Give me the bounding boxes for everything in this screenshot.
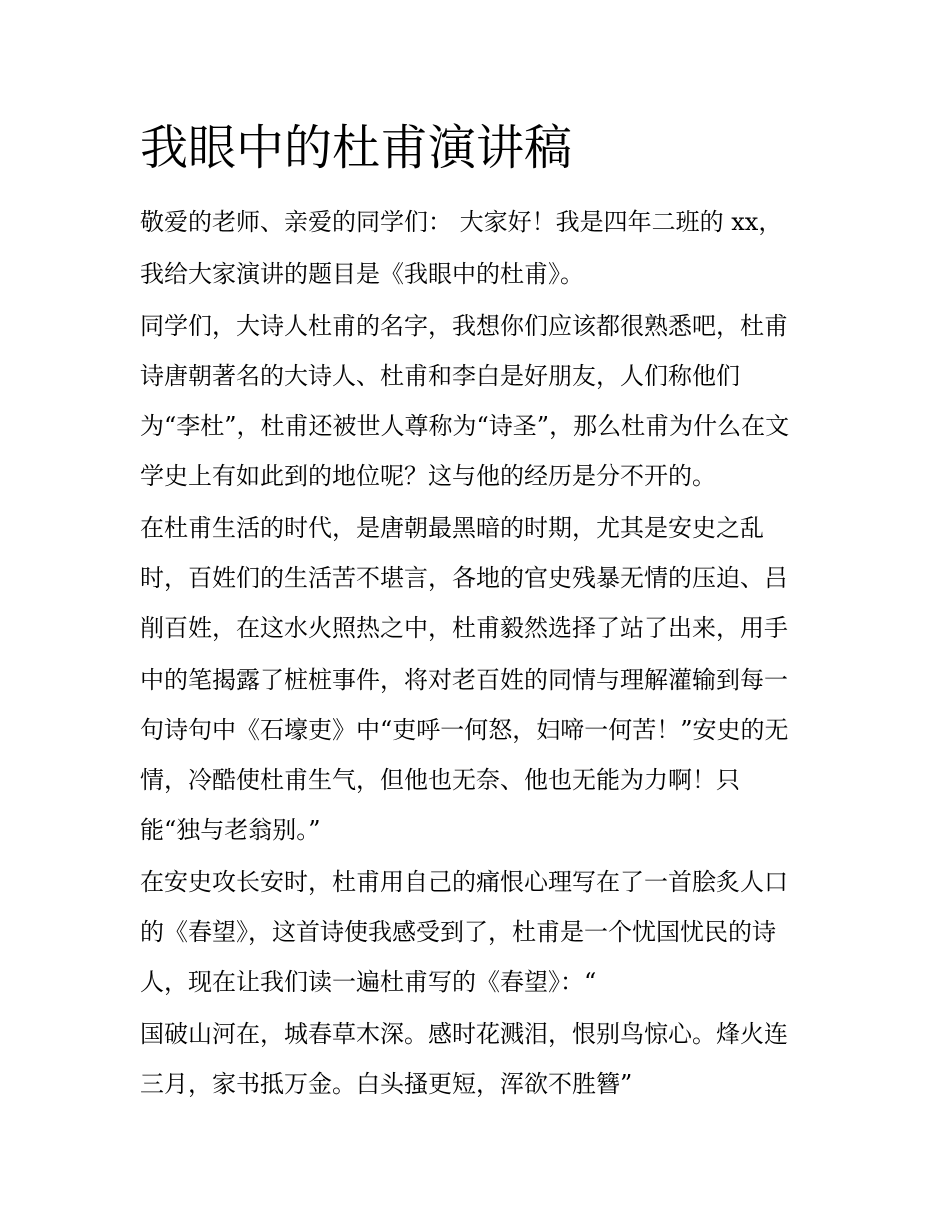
- text-line: 时，百姓们的生活苦不堪言，各地的官史残暴无情的压迫、吕: [140, 564, 788, 592]
- text-line: 削百姓，在这水火照热之中，杜甫毅然选择了站了出来，用手: [140, 614, 788, 642]
- text-line: 学史上有如此到的地位呢？这与他的经历是分不开的。: [140, 462, 716, 490]
- text-line: 的《春望》，这首诗使我感受到了，杜甫是一个忧国忧民的诗: [140, 918, 776, 946]
- text-line: 句诗句中《石壕吏》中“吏呼一何怒，妇啼一何苦！”安史的无: [140, 716, 789, 744]
- text-line: 国破山河在，城春草木深。感时花溅泪，恨别鸟惊心。烽火连: [140, 1020, 788, 1048]
- document-title: 我眼中的杜甫演讲稿: [140, 120, 573, 176]
- text-line: 诗唐朝著名的大诗人、杜甫和李白是好朋友，人们称他们: [140, 362, 740, 390]
- text-line: 在安史攻长安时，杜甫用自己的痛恨心理写在了一首脍炙人口: [140, 868, 788, 896]
- text-line: 人，现在让我们读一遍杜甫写的《春望》：“: [140, 968, 597, 996]
- text-line: 能“独与老翁别。”: [140, 816, 321, 844]
- text-line: 情，冷酷使杜甫生气，但他也无奈、他也无能为力啊！只: [140, 766, 740, 794]
- text-line: 中的笔揭露了桩桩事件，将对老百姓的同情与理解灌输到每一: [140, 666, 788, 694]
- text-line: 在杜甫生活的时代，是唐朝最黑暗的时期，尤其是安史之乱: [140, 514, 764, 542]
- text-line: 敬爱的老师、亲爱的同学们： 大家好！我是四年二班的 xx，: [140, 208, 783, 236]
- text-line: 我给大家演讲的题目是《我眼中的杜甫》。: [140, 260, 584, 288]
- text-line: 三月，家书抵万金。白头搔更短，浑欲不胜簪”: [140, 1070, 633, 1098]
- text-line: 为“李杜”，杜甫还被世人尊称为“诗圣”，那么杜甫为什么在文: [140, 412, 790, 440]
- text-line: 同学们，大诗人杜甫的名字，我想你们应该都很熟悉吧，杜甫: [140, 312, 788, 340]
